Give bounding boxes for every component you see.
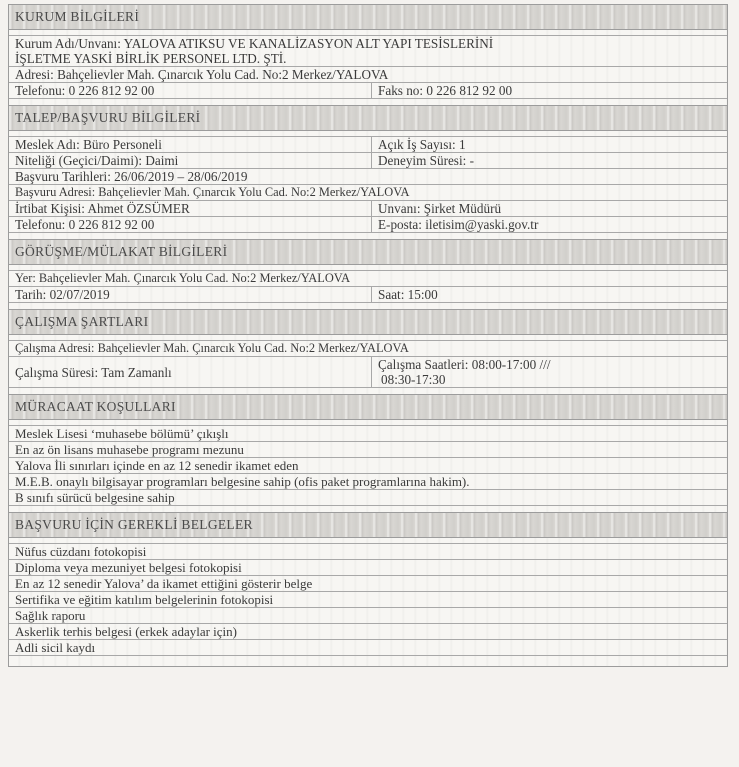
list-item	[9, 490, 727, 506]
muracaat-item: B sınıfı sürücü belgesine sahip	[15, 490, 175, 505]
kurum-adi	[9, 36, 727, 66]
kurum-adres: Adresi: Bahçelievler Mah. Çınarcık Yolu Cad. No:2 Merkez/YALOVA	[15, 67, 389, 82]
calisma-sure-row	[9, 357, 727, 388]
section-header-talep: TALEP/BAŞVURU BİLGİLERİ	[9, 105, 727, 131]
kurum-adi-line2: İŞLETME YASKİ BİRLİK PERSONEL LTD. ŞTİ.	[15, 51, 287, 66]
basvuru-tarihleri: Başvuru Tarihleri: 26/06/2019 – 28/06/2019	[15, 169, 248, 184]
belge-item: Askerlik terhis belgesi (erkek adaylar için)	[15, 624, 237, 639]
list-item	[9, 592, 727, 608]
list-item	[9, 560, 727, 576]
gorusme-tarih: Tarih: 02/07/2019	[9, 287, 372, 302]
list-item	[9, 426, 727, 442]
talep-telefon: Telefonu: 0 226 812 92 00	[9, 217, 372, 232]
basvuru-adresi: Başvuru Adresi: Bahçelievler Mah. Çınarcık Yolu Cad. No:2 Merkez/YALOVA	[15, 185, 410, 199]
belge-item: Nüfus cüzdanı fotokopisi	[15, 544, 147, 559]
belge-item: En az 12 senedir Yalova’ da ikamet ettiğini gösterir belge	[15, 576, 313, 591]
calisma-saatleri	[372, 357, 727, 387]
meslek-adi: Meslek Adı: Büro Personeli	[9, 137, 372, 152]
unvani: Unvanı: Şirket Müdürü	[378, 201, 502, 216]
irtibat-kisisi: İrtibat Kişisi: Ahmet ÖZSÜMER	[9, 201, 372, 216]
kurum-adi-row	[9, 35, 727, 67]
talep-irtibat-row	[9, 201, 727, 217]
belgeler-list	[9, 543, 727, 655]
calisma-suresi: Çalışma Süresi: Tam Zamanlı	[9, 357, 372, 387]
talep-telefon-row	[9, 217, 727, 233]
gorusme-saat: Saat: 15:00	[378, 287, 438, 302]
muracaat-item: Meslek Lisesi ‘muhasebe bölümü’ çıkışlı	[15, 426, 229, 441]
list-item	[9, 442, 727, 458]
list-item	[9, 474, 727, 490]
belge-item: Sertifika ve eğitim katılım belgelerinin fotokopisi	[15, 592, 274, 607]
list-item	[9, 544, 727, 560]
list-item	[9, 608, 727, 624]
muracaat-item: En az ön lisans muhasebe programı mezunu	[15, 442, 244, 457]
acik-is-sayisi: Açık İş Sayısı: 1	[378, 137, 466, 152]
deneyim-suresi: Deneyim Süresi: -	[378, 153, 474, 168]
calisma-saatleri-line1: Çalışma Saatleri: 08:00-17:00 ///	[378, 357, 551, 372]
sheet-bottom-strip	[9, 655, 727, 666]
calisma-adresi: Çalışma Adresi: Bahçelievler Mah. Çınarcık Yolu Cad. No:2 Merkez/YALOVA	[15, 341, 409, 355]
job-announcement-form	[8, 4, 728, 667]
section-header-kurum: KURUM BİLGİLERİ	[9, 5, 727, 30]
gorusme-tarih-row	[9, 287, 727, 303]
section-header-belgeler: BAŞVURU İÇİN GEREKLİ BELGELER	[9, 512, 727, 538]
kurum-telefon: Telefonu: 0 226 812 92 00	[9, 83, 372, 98]
list-item	[9, 458, 727, 474]
belge-item: Adli sicil kaydı	[15, 640, 96, 655]
kurum-telefon-row	[9, 83, 727, 99]
section-header-muracaat: MÜRACAAT KOŞULLARI	[9, 394, 727, 420]
list-item	[9, 576, 727, 592]
section-header-calisma: ÇALIŞMA ŞARTLARI	[9, 309, 727, 335]
muracaat-list	[9, 425, 727, 506]
list-item	[9, 624, 727, 640]
gorusme-yer-row	[9, 270, 727, 287]
eposta: E-posta: iletisim@yaski.gov.tr	[378, 217, 539, 232]
section-header-gorusme: GÖRÜŞME/MÜLAKAT BİLGİLERİ	[9, 239, 727, 265]
belge-item: Diploma veya mezuniyet belgesi fotokopisi	[15, 560, 242, 575]
kurum-faks: Faks no: 0 226 812 92 00	[378, 83, 513, 98]
talep-nitelik-row	[9, 153, 727, 169]
talep-meslek-row	[9, 136, 727, 153]
belge-item: Sağlık raporu	[15, 608, 86, 623]
muracaat-item: Yalova İli sınırları içinde en az 12 senedir ikamet eden	[15, 458, 299, 473]
muracaat-item: M.E.B. onaylı bilgisayar programları belgesine sahip (ofis paket programlarına hakim).	[15, 474, 470, 489]
niteligi: Niteliği (Geçici/Daimi): Daimi	[9, 153, 372, 168]
talep-adres-row	[9, 185, 727, 201]
kurum-adres-row	[9, 67, 727, 83]
list-item	[9, 640, 727, 655]
gorusme-yer: Yer: Bahçelievler Mah. Çınarcık Yolu Cad. No:2 Merkez/YALOVA	[15, 271, 351, 285]
calisma-saatleri-line2: 08:30-17:30	[381, 372, 446, 387]
kurum-adi-line1: Kurum Adı/Unvanı: YALOVA ATIKSU VE KANALİZASYON ALT YAPI TESİSLERİNİ	[15, 36, 494, 51]
talep-tarihler-row	[9, 169, 727, 185]
calisma-adres-row	[9, 340, 727, 357]
